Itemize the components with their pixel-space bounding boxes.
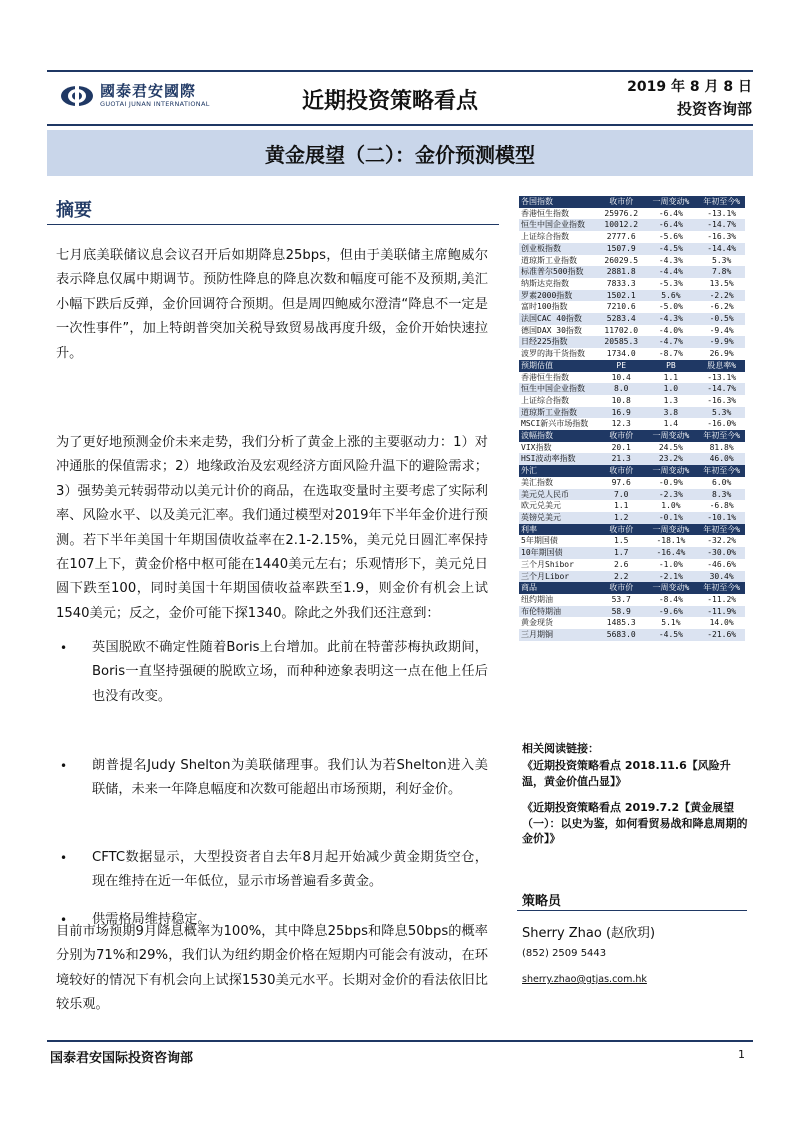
table-cell: 欧元兑美元 [519,500,599,512]
table-cell: 道琼斯工业指数 [519,255,599,267]
table-cell: -2.3% [643,489,698,501]
table-row [519,325,745,337]
table-cell: -4.7% [643,336,698,348]
report-department: 投资咨询部 [676,100,752,118]
table-cell: VIX指数 [519,442,599,454]
table-row [519,383,745,395]
table-cell: 美汇指数 [519,477,599,489]
table-cell: -10.1% [698,512,745,524]
related-link-2[interactable]: 《近期投资策略看点 2019.7.2【黄金展望（一）：以史为鉴，如何看贸易战和降息周期的金价】》 [522,801,748,845]
table-cell: 5年期国债 [519,535,599,547]
company-logo [60,84,220,108]
table-cell: 58.9 [599,606,643,618]
report-title: 黄金展望（二）：金价预测模型 [265,142,535,167]
table-cell: -13.1% [698,372,745,384]
table-cell: 纽约期油 [519,594,599,606]
table-cell: -9.9% [698,336,745,348]
table-row [519,348,745,360]
table-row [519,571,745,583]
table-cell: 8.0 [599,383,643,395]
table-cell: -14.7% [698,383,745,395]
table-cell: 7210.6 [599,301,643,313]
table-cell: 一周变动% [643,465,698,477]
table-cell: 外汇 [519,465,599,477]
abstract-heading: 摘要 [56,200,92,221]
table-cell: 1.7 [599,547,643,559]
table-cell: -4.0% [643,325,698,337]
table-cell: 富时100指数 [519,301,599,313]
table-cell: 81.8% [698,442,745,454]
table-cell: 一周变动% [643,524,698,536]
table-cell: 3.8 [643,407,698,419]
table-cell: 标准普尔500指数 [519,266,599,278]
table-cell: -8.7% [643,348,698,360]
table-cell: 预期估值 [519,360,599,372]
table-cell: 香港恒生指数 [519,372,599,384]
table-cell: -6.8% [698,500,745,512]
table-cell: -4.5% [643,243,698,255]
table-row [519,512,745,524]
table-cell: 8.3% [698,489,745,501]
table-cell: 7.8% [698,266,745,278]
abstract-rule [47,224,499,225]
table-cell: 一周变动% [643,582,698,594]
related-link-1[interactable]: 《近期投资策略看点 2018.11.6【风险升温，黄金价值凸显】》 [522,759,731,788]
abstract-paragraph-2: 为了更好地预测金价未来走势，我们分析了黄金上涨的主要驱动力：1）对冲通胀的保值需求；2）地缘政治及宏观经济方面风险升温下的避险需求；3）强势美元转弱带动以美元计价的商品，在选取变量时主要考虑了实际利率、风险水平、以及美元汇率。我们通过模型对2019年下半年金价进行预测。若下半年美国十年期国债收益率在2.1-2.15%，美元兑日圆汇率保持在107上下，黄金价格中枢可能在1440美元左右；乐观情形下，美元兑日圆下跌至100，同时美国十年期国债收益率跌至1.9，则金价有机会上试1540美元；反之，金价可能下探1340。除此之外我们还注意到： [56,435,488,621]
table-cell: 5.1% [643,617,698,629]
bullet-marker-icon: • [60,913,68,927]
table-cell: -9.6% [643,606,698,618]
table-row [519,372,745,384]
bullet-text: 供需格局维持稳定。 [92,912,211,927]
table-cell: 26029.5 [599,255,643,267]
table-cell: -4.3% [643,313,698,325]
table-cell: 创业板指数 [519,243,599,255]
table-cell: 各国指数 [519,196,599,208]
table-row [519,336,745,348]
table-cell: 三月期铜 [519,629,599,641]
table-cell: 英镑兑美元 [519,512,599,524]
table-cell: -46.6% [698,559,745,571]
table-cell: PE [599,360,643,372]
abstract-paragraph-1: 七月底美联储议息会议召开后如期降息25bps，但由于美联储主席鲍威尔表示降息仅属中期调节。预防性降息的降息次数和幅度可能不及预期,美汇小幅下跌后反弹，金价回调符合预期。但是周四鲍威尔澄清“降息不一定是一次性事件”，加上特朗普突加关税导致贸易战再度升级，金价开始快速拉升。 [56,248,488,361]
table-section-header [519,524,745,536]
table-cell: 日经225指数 [519,336,599,348]
table-cell: 年初至今% [698,430,745,442]
table-cell: 商品 [519,582,599,594]
table-cell: 三个月Shibor [519,559,599,571]
bullet-marker-icon: • [60,759,68,773]
table-cell: 2881.8 [599,266,643,278]
table-row [519,266,745,278]
table-cell: 收市价 [599,430,643,442]
table-cell: -0.1% [643,512,698,524]
analyst-email-link[interactable]: sherry.zhao@gtjas.com.hk [522,974,647,985]
table-cell: 1.4 [643,418,698,430]
table-cell: 21.3 [599,453,643,465]
table-cell: -21.6% [698,629,745,641]
table-cell: 三个月Libor [519,571,599,583]
table-cell: 年初至今% [698,524,745,536]
report-date: 2019 年 8 月 8 日 [627,79,752,95]
table-cell: 12.3 [599,418,643,430]
logo-chinese-name: 國泰君安國際 [100,82,197,101]
table-cell: 1.3 [643,395,698,407]
header-rule [47,124,753,126]
table-cell: 53.7 [599,594,643,606]
table-section-header [519,430,745,442]
table-cell: -5.0% [643,301,698,313]
related-reading-heading: 相关阅读链接： [522,742,599,755]
table-row [519,606,745,618]
table-cell: -16.0% [698,418,745,430]
table-cell: MSCI新兴市场指数 [519,418,599,430]
table-cell: -6.4% [643,219,698,231]
table-cell: -5.6% [643,231,698,243]
table-cell: 恒生中国企业指数 [519,383,599,395]
table-cell: 一周变动% [643,430,698,442]
table-cell: 年初至今% [698,196,745,208]
table-cell: 5.3% [698,407,745,419]
table-cell: -4.4% [643,266,698,278]
table-cell: 5683.0 [599,629,643,641]
table-cell: -6.2% [698,301,745,313]
table-cell: 20585.3 [599,336,643,348]
logo-emblem-icon [60,85,94,107]
table-cell: 1.5 [599,535,643,547]
table-cell: -1.0% [643,559,698,571]
table-row [519,418,745,430]
table-row [519,407,745,419]
table-cell: 收市价 [599,582,643,594]
logo-english-name: GUOTAI JUNAN INTERNATIONAL [100,100,210,109]
table-cell: -18.1% [643,535,698,547]
table-row [519,617,745,629]
table-cell: -2.1% [643,571,698,583]
bullet-item [56,636,488,709]
table-cell: 波幅指数 [519,430,599,442]
table-cell: 一周变动% [643,196,698,208]
table-section-header [519,465,745,477]
analyst-phone: (852) 2509 5443 [522,948,607,959]
table-cell: -14.7% [698,219,745,231]
table-cell: -30.0% [698,547,745,559]
table-cell: -11.9% [698,606,745,618]
table-cell: 恒生中国企业指数 [519,219,599,231]
table-cell: -13.1% [698,208,745,220]
table-cell: -4.5% [643,629,698,641]
table-section-header [519,196,745,208]
table-cell: 德国DAX 30指数 [519,325,599,337]
table-cell: 1502.1 [599,290,643,302]
table-cell: 1.0% [643,500,698,512]
table-row [519,535,745,547]
analyst-name: Sherry Zhao (赵欣玥) [522,926,656,941]
table-row [519,559,745,571]
table-cell: 道琼斯工业指数 [519,407,599,419]
table-cell: 20.1 [599,442,643,454]
bullet-text: 朗普提名Judy Shelton为美联储理事。我们认为若Shelton进入美联储，未来一年降息幅度和次数可能超出市场预期，利好金价。 [92,758,488,798]
table-cell: 24.5% [643,442,698,454]
table-cell: 上证综合指数 [519,231,599,243]
table-cell: 97.6 [599,477,643,489]
table-row [519,313,745,325]
table-cell: 10012.2 [599,219,643,231]
table-cell: -16.4% [643,547,698,559]
table-row [519,395,745,407]
table-cell: 13.5% [698,278,745,290]
table-row [519,231,745,243]
table-cell: -32.2% [698,535,745,547]
table-cell: 收市价 [599,465,643,477]
table-cell: 香港恒生指数 [519,208,599,220]
table-section-header [519,582,745,594]
table-cell: 25976.2 [599,208,643,220]
table-cell: 5.3% [698,255,745,267]
table-cell: 1485.3 [599,617,643,629]
table-cell: -11.2% [698,594,745,606]
table-cell: -4.3% [643,255,698,267]
table-cell: 2777.6 [599,231,643,243]
table-cell: 6.0% [698,477,745,489]
table-cell: 10.4 [599,372,643,384]
table-cell: 46.0% [698,453,745,465]
table-cell: 纳斯达克指数 [519,278,599,290]
table-row [519,453,745,465]
table-cell: 收市价 [599,196,643,208]
title-band [47,130,753,176]
bullet-text: CFTC数据显示，大型投资者自去年8月起开始减少黄金期货空仓，现在维持在近一年低位，显示市场普遍看多黄金。 [92,850,488,890]
table-cell: 黄金现货 [519,617,599,629]
table-cell: 26.9% [698,348,745,360]
footer-company: 国泰君安国际投资咨询部 [50,1051,194,1066]
table-row [519,547,745,559]
table-cell: 10.8 [599,395,643,407]
table-cell: 布伦特期油 [519,606,599,618]
table-cell: 1.2 [599,512,643,524]
table-section-header [519,360,745,372]
table-row [519,290,745,302]
market-data-table [519,196,745,641]
table-row [519,489,745,501]
table-cell: 年初至今% [698,465,745,477]
table-cell: 1.0 [643,383,698,395]
table-row [519,500,745,512]
table-cell: 股息率% [698,360,745,372]
table-cell: 2.2 [599,571,643,583]
table-cell: 30.4% [698,571,745,583]
report-series-title: 近期投资策略看点 [301,88,478,114]
table-cell: -16.3% [698,395,745,407]
footer-rule [47,1040,753,1042]
bullet-marker-icon: • [60,851,68,865]
table-cell: 7833.3 [599,278,643,290]
table-row [519,208,745,220]
bullet-item [56,754,488,803]
table-cell: -2.2% [698,290,745,302]
table-cell: 11702.0 [599,325,643,337]
table-cell: -8.4% [643,594,698,606]
table-cell: 7.0 [599,489,643,501]
bullet-item [56,846,488,895]
table-cell: 法国CAC 40指数 [519,313,599,325]
bullet-text: 英国脱欧不确定性随着Boris上台增加。此前在特蕾莎梅执政期间，Boris一直坚持强硬的脱欧立场，而种种迹象表明这一点在他上任后也没有改变。 [92,640,488,704]
table-cell: 14.0% [698,617,745,629]
table-cell: -14.4% [698,243,745,255]
table-cell: PB [643,360,698,372]
table-cell: -5.3% [643,278,698,290]
table-cell: 5283.4 [599,313,643,325]
top-rule [47,70,753,72]
market-table-body [519,196,745,641]
table-row [519,219,745,231]
table-row [519,301,745,313]
table-cell: 1.1 [643,372,698,384]
table-row [519,629,745,641]
table-cell: 美元兑人民币 [519,489,599,501]
table-cell: HSI波动率指数 [519,453,599,465]
table-cell: 收市价 [599,524,643,536]
page-number: 1 [738,1048,745,1061]
analyst-rule [517,910,747,911]
abstract-paragraph-3: 目前市场预期9月降息概率为100%，其中降息25bps和降息50bps的概率分别为71%和29%，我们认为纽约期金价格在短期内可能会有波动，在环境较好的情况下有机会向上试探1530美元水平。长期对金价的看法依旧比较乐观。 [56,924,488,1013]
bullet-marker-icon: • [60,641,68,655]
table-cell: 利率 [519,524,599,536]
table-cell: -0.5% [698,313,745,325]
table-cell: 年初至今% [698,582,745,594]
table-cell: 1734.0 [599,348,643,360]
table-cell: -0.9% [643,477,698,489]
table-row [519,243,745,255]
table-cell: 波罗的海干货指数 [519,348,599,360]
table-cell: 上证综合指数 [519,395,599,407]
table-cell: 16.9 [599,407,643,419]
table-cell: -16.3% [698,231,745,243]
table-cell: 5.6% [643,290,698,302]
table-cell: 23.2% [643,453,698,465]
table-cell: 罗素2000指数 [519,290,599,302]
table-cell: 1507.9 [599,243,643,255]
table-row [519,278,745,290]
table-cell: 10年期国债 [519,547,599,559]
table-cell: -6.4% [643,208,698,220]
table-row [519,442,745,454]
table-row [519,477,745,489]
table-row [519,255,745,267]
table-row [519,594,745,606]
table-cell: -9.4% [698,325,745,337]
table-cell: 1.1 [599,500,643,512]
analyst-heading: 策略员 [522,894,562,909]
table-cell: 2.6 [599,559,643,571]
